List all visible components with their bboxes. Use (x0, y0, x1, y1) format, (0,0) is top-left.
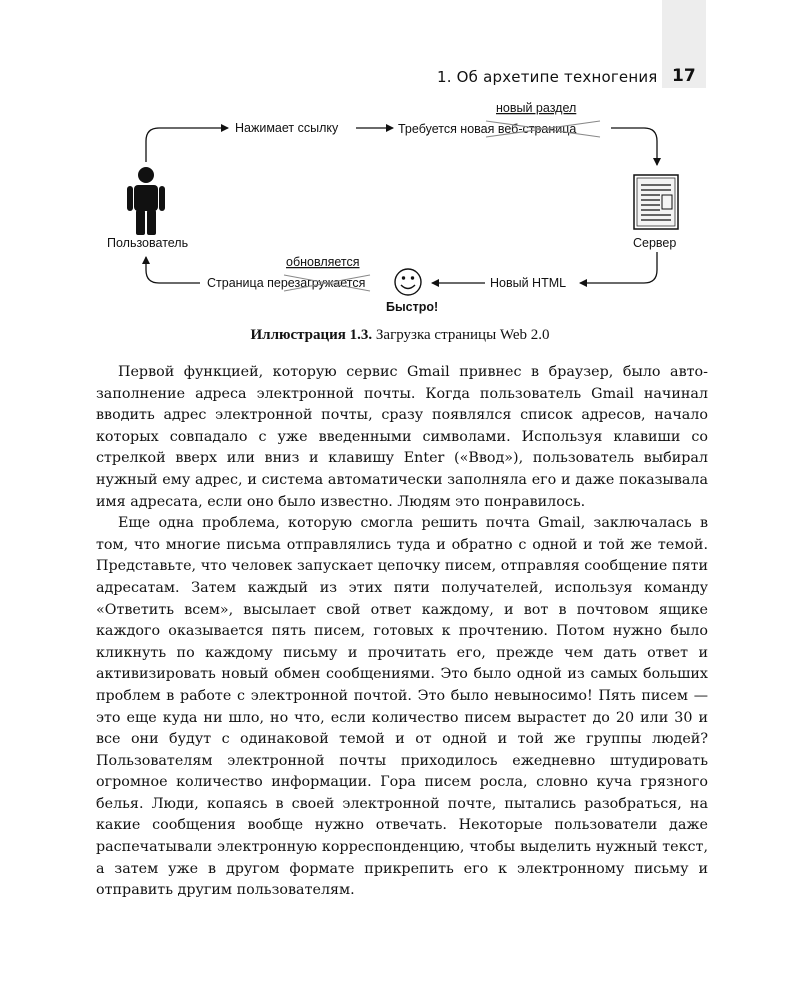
page-label: Страница перезагружается (207, 276, 366, 290)
arrow-request-to-server (611, 128, 657, 165)
updates-label: обновляется (286, 255, 360, 269)
new-section-label: новый раздел (496, 101, 577, 115)
fast-label: Быстро! (386, 300, 439, 314)
arrow-page-to-user (146, 257, 200, 283)
body-text (96, 362, 708, 902)
paragraph: Еще одна проблема, которую смогла решить почта Gmail, заключалась в том, что многие письма отправлялись туда и обратно с одной и той же темой. Представьте, что человек запускает цепочку писем, отправляя сообщение пяти адресатам. Затем каждый из этих пяти получателей, используя команду «Ответить всем», высылает свой ответ каждому, и вот в почтовом ящике каждого оказывается пять писем, готовых к прочтению. Потом нужно было кликнуть по каждому письму и прочитать его, прежде чем дать ответ и активизировать новый обмен сообщениями. Это было одной из самых больших проблем в работе с электронной почтой. Это было невыносимо! Пять писем — это еще куда ни шло, но что, если количество писем вырастет до 20 или 30 и все они будут с одинаковой темой и от одной и той же группы людей? Пользователям электронной почты приходилось ежедневно штудировать огромное количество информации. Гора писем росла, словно куча грязного белья. Люди, копаясь в своей электронной почте, пытались разобраться, на какие сообщения вообще нужно отвечать. Некоторые пользователи даже распечатывали электронную корреспонденцию, чтобы выделить нужный текст, а затем уже в другом формате прикрепить его к электронному письму и отправить другим пользователям. (96, 515, 708, 899)
arrow-server-to-html (580, 252, 657, 283)
old-reload-label: загружа (294, 276, 341, 290)
server-icon (634, 175, 678, 229)
old-page-label: веб-страница (497, 122, 577, 136)
paragraph: Первой функцией, которую сервис Gmail привнес в браузер, было автозаполнение адреса электронной почты. Когда пользователь Gmail начинал вводить адрес электронной почты, сразу появлялся список адресов, начало которых совпадало с уже введенными символами. Используя клавиши со стрелкой вверх или вниз и клавишу Enter («Ввод»), пользователь выбирал нужный ему адрес, и система автоматически заполняла его и даже показывала имя адресата, если оно было известно. Людям это понравилось. (96, 364, 708, 510)
user-label: Пользователь (107, 236, 189, 250)
page-load-diagram (0, 0, 800, 330)
smiley-icon (395, 269, 421, 295)
click-label: Нажимает ссылку (235, 121, 339, 135)
user-icon (127, 167, 165, 235)
figure-caption (0, 327, 800, 344)
caption-text: Загрузка страницы Web 2.0 (372, 327, 550, 343)
new-html-label: Новый HTML (490, 276, 567, 290)
caption-label: Иллюстрация 1.3. (250, 327, 373, 343)
running-head: 1. Об архетипе техногения (437, 68, 658, 86)
request-label: Требуется новая веб-страница (398, 122, 577, 136)
page-number: 17 (672, 66, 696, 86)
arrow-user-to-click (146, 128, 228, 162)
server-label: Сервер (633, 236, 677, 250)
